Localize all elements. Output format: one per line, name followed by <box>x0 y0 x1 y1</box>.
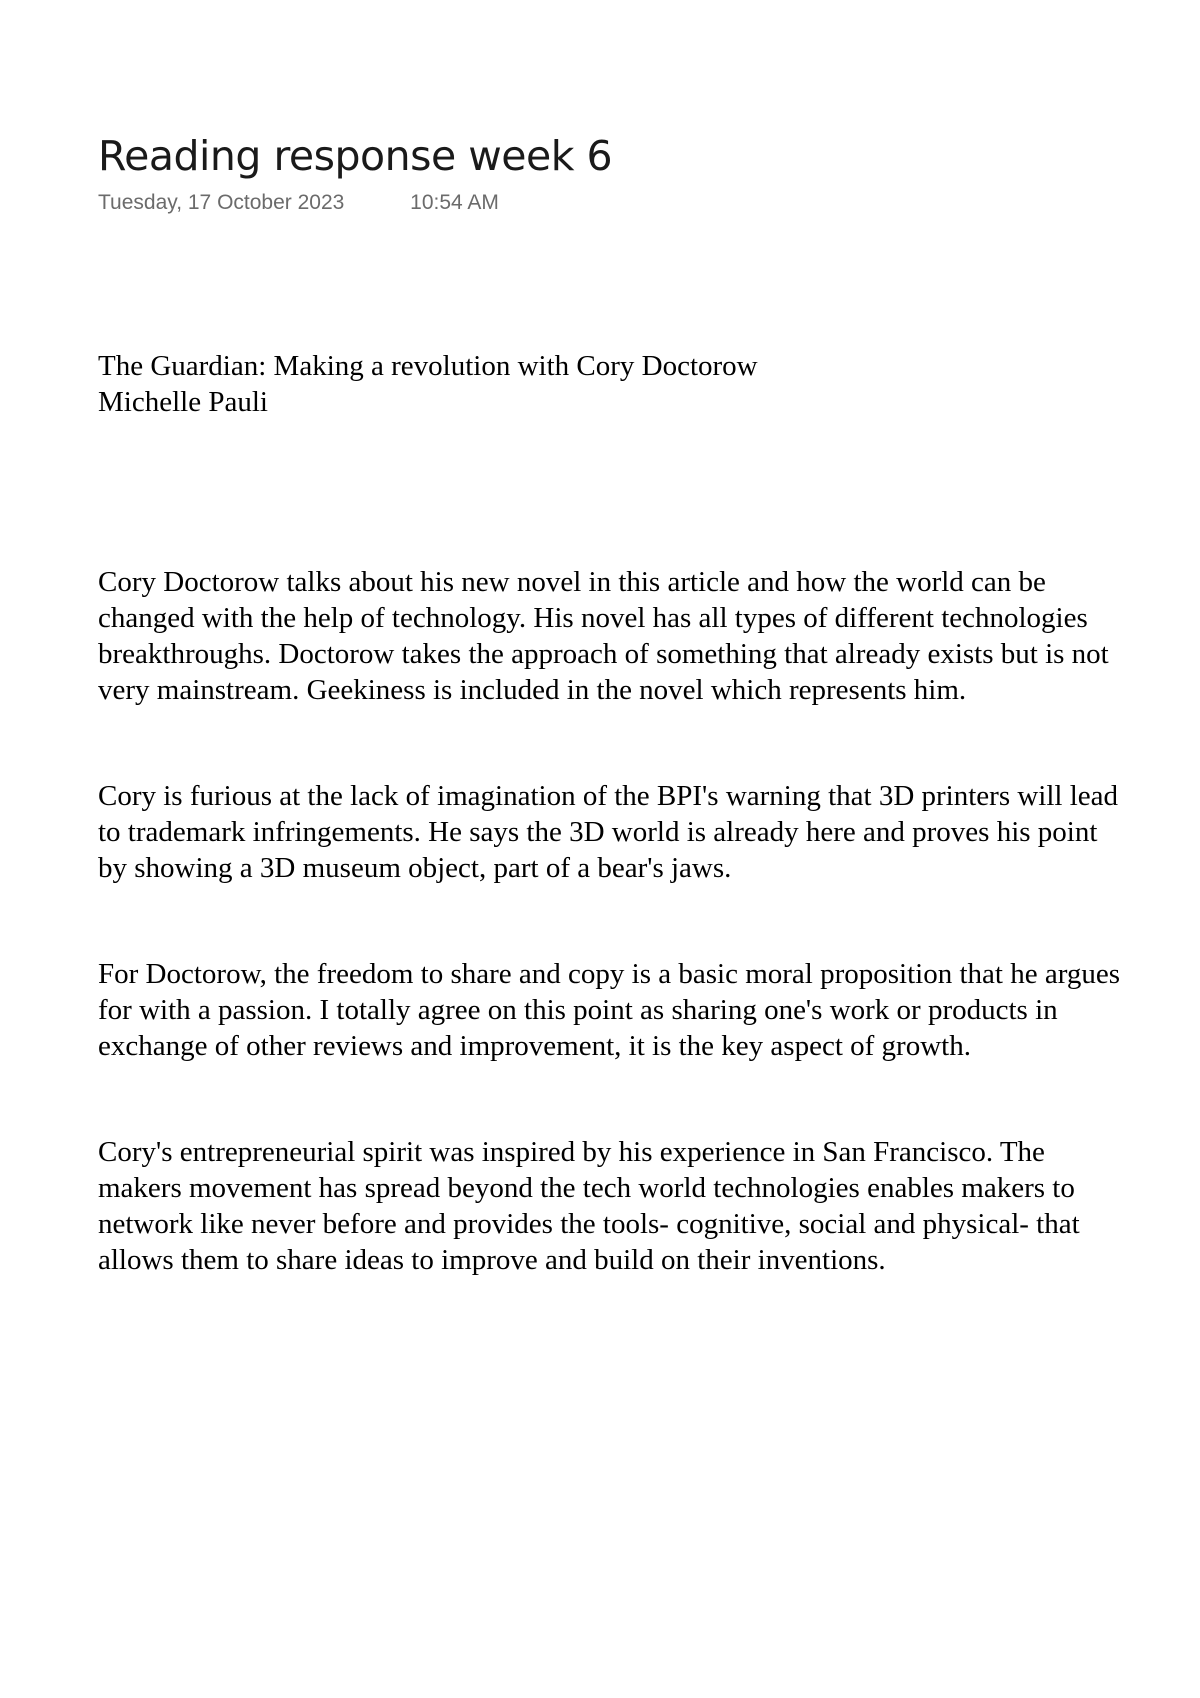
paragraph: Cory is furious at the lack of imagination of the BPI's warning that 3D printers will lead to trademark infringements. He says the 3D world is already here and proves his point by showing a 3D museum object, part of a bear's jaws. <box>98 780 1119 884</box>
article-title: The Guardian: Making a revolution with Cory Doctorow <box>98 350 758 382</box>
paragraph: For Doctorow, the freedom to share and copy is a basic moral proposition that he argues for with a passion. I totally agree on this point as sharing one's work or products in exchange of other reviews and improvement, it is the key aspect of growth. <box>98 958 1120 1062</box>
paragraph: Cory Doctorow talks about his new novel in this article and how the world can be changed with the help of technology. His novel has all types of different technologies breakthroughs. Doctorow takes the approach of something that already exists but is not very mainstream. Geekiness is included in the novel which represents him. <box>98 566 1109 706</box>
note-meta <box>98 191 1098 215</box>
note-time: 10:54 AM <box>410 191 499 215</box>
note-date: Tuesday, 17 October 2023 <box>98 191 345 215</box>
source-block <box>98 348 1128 420</box>
note-body[interactable] <box>98 348 1128 1278</box>
note-title[interactable]: Reading response week 6 <box>98 132 613 180</box>
note-header <box>98 132 1098 215</box>
paragraph: Cory's entrepreneurial spirit was inspired by his experience in San Francisco. The makers movement has spread beyond the tech world technologies enables makers to network like never before and provides the tools- cognitive, social and physical- that allows them to share ideas to improve and build on their inventions. <box>98 1136 1080 1276</box>
article-author: Michelle Pauli <box>98 386 268 418</box>
